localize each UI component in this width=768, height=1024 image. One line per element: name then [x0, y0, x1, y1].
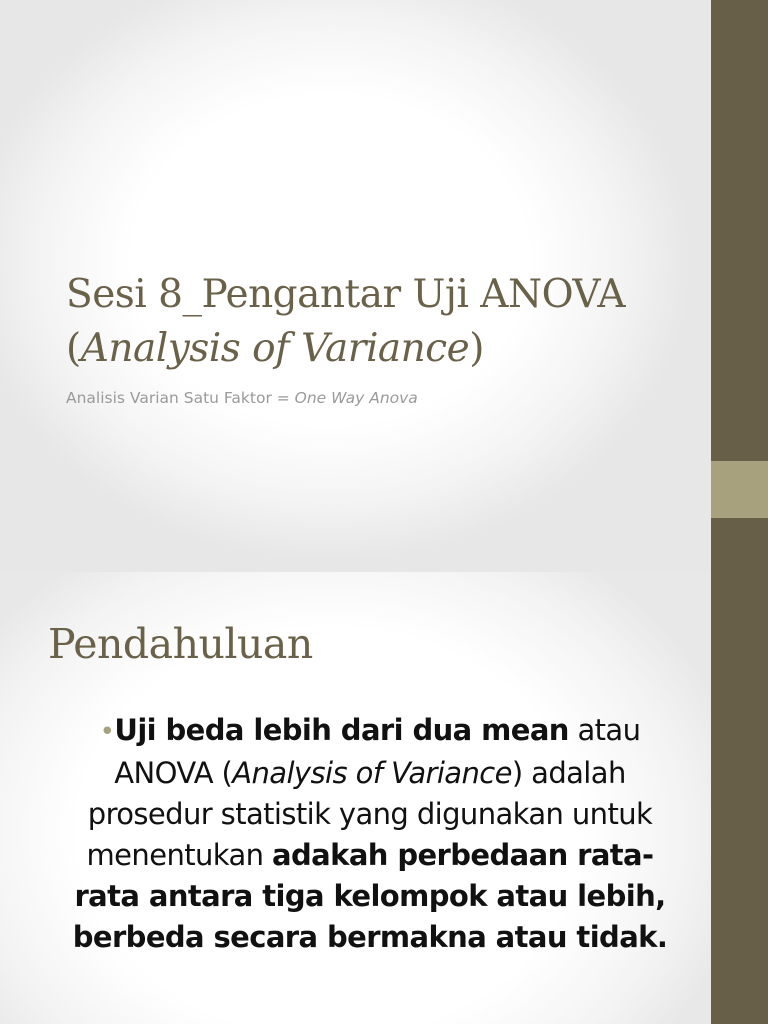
content-slide [0, 572, 768, 1024]
title-paren-close: ) [469, 326, 484, 371]
title-text: Sesi 8_Pengantar Uji ANOVA [66, 272, 626, 317]
slide-subtitle [66, 389, 418, 407]
body-text-1: atau ANOVA ( [114, 713, 641, 790]
bullet-icon: • [99, 717, 115, 747]
italic-term: Analysis of Variance [232, 756, 512, 790]
slide-heading: Pendahuluan [48, 620, 313, 668]
bullet-paragraph [60, 710, 680, 958]
bold-lead: Uji beda lebih dari dua mean [114, 713, 569, 747]
subtitle-italic: One Way Anova [294, 389, 418, 407]
title-italic: Analysis of Variance [80, 326, 470, 371]
title-paren-open: ( [66, 326, 81, 371]
sidebar-accent-block [711, 461, 768, 518]
bold-tail: adakah perbedaan rata-rata antara tiga kelompok atau lebih, berbeda secara bermakna atau tidak. [72, 838, 668, 954]
body-text-2: ) adalah prosedur statistik yang digunakan untuk menentukan [86, 756, 653, 872]
subtitle-text: Analisis Varian Satu Faktor = [66, 389, 295, 407]
sidebar-stripe-2 [711, 572, 768, 1024]
slide-title [66, 268, 686, 376]
